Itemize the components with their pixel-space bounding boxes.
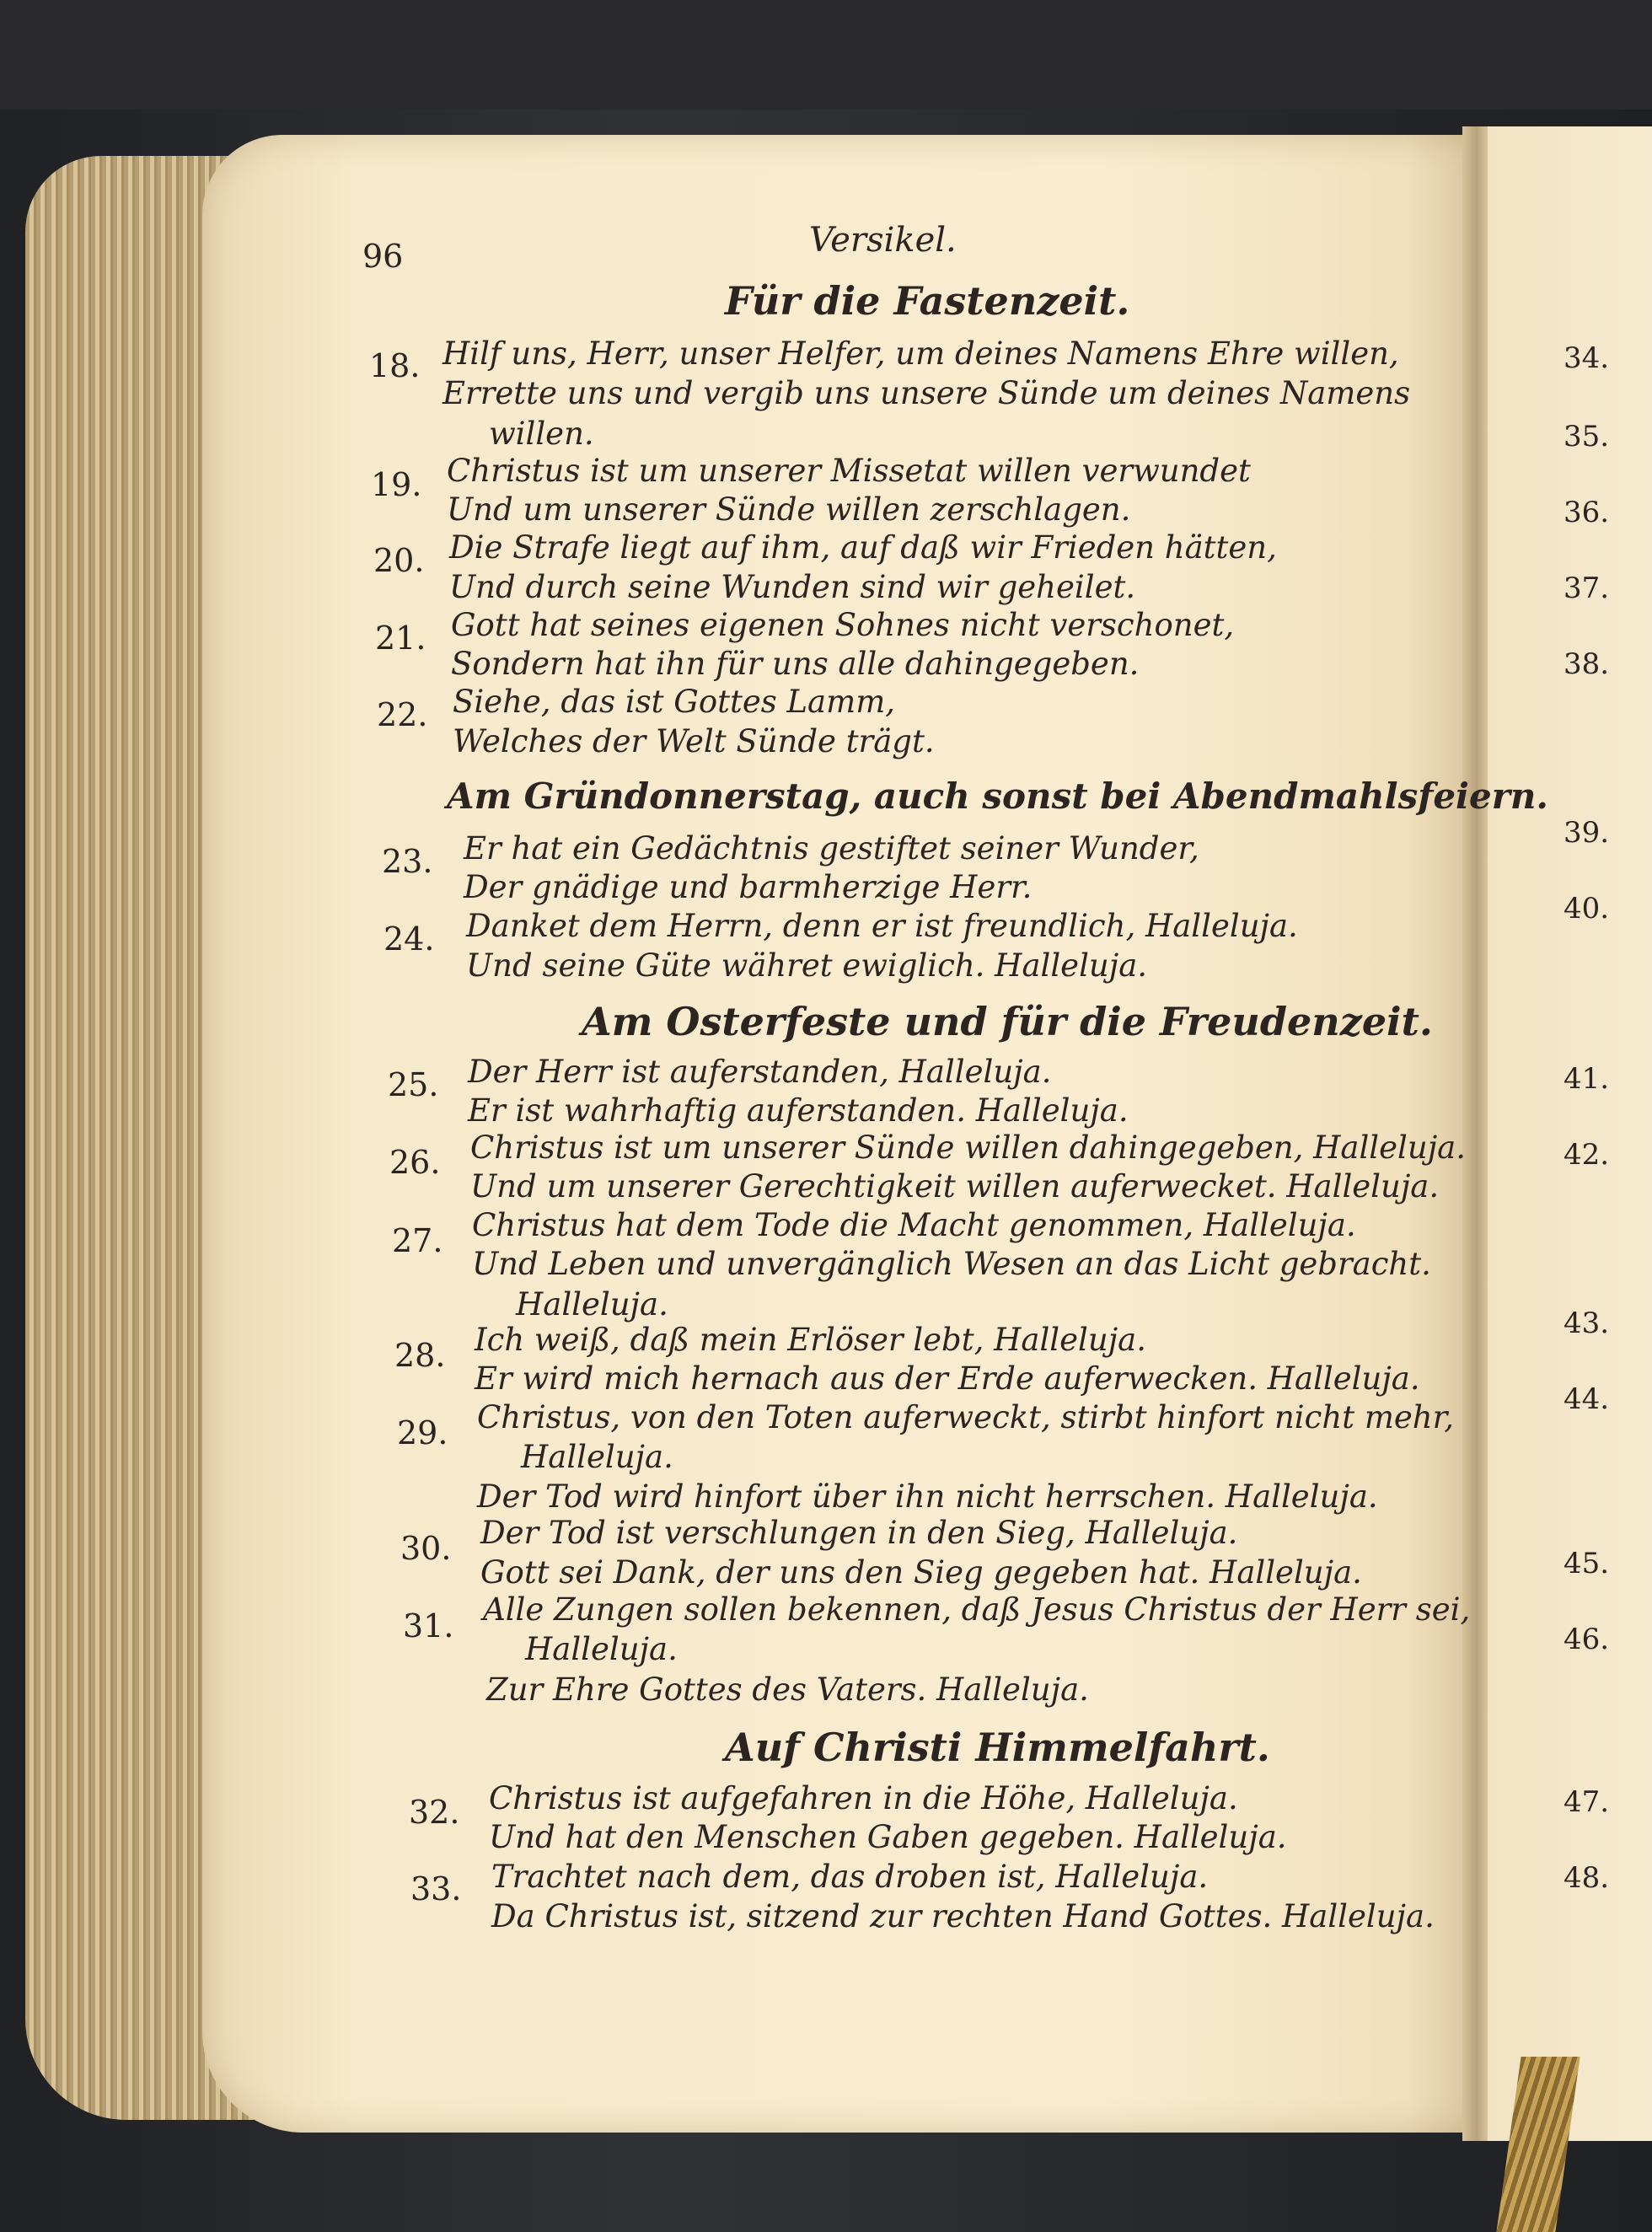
verse-line: Christus ist um unserer Missetat willen verwundet — [447, 453, 1251, 489]
right-verse-number: 37. — [1564, 571, 1610, 605]
right-verse-number: 35. — [1564, 420, 1610, 453]
verse-line: Errette uns und vergib uns unsere Sünde um deines Namens — [442, 375, 1411, 411]
verse-number: 23. — [382, 843, 433, 880]
verse-line: Alle Zungen sollen bekennen, daß Jesus Christus der Herr sei, — [483, 1591, 1471, 1628]
right-verse-number: 34. — [1564, 341, 1610, 375]
verse-line: Und um unserer Gerechtigkeit willen auferwecket. Halleluja. — [470, 1168, 1440, 1205]
verse-line: Welches der Welt Sünde trägt. — [453, 723, 935, 759]
verse-line: Sondern hat ihn für uns alle dahingegeben. — [451, 646, 1140, 682]
verse-line: Der gnädige und barmherzige Herr. — [464, 869, 1032, 905]
section-heading: Am Gründonnerstag, auch sonst bei Abendmahlsfeiern. — [447, 775, 1549, 817]
verse-line: Christus ist aufgefahren in die Höhe, Halleluja. — [489, 1780, 1238, 1816]
verse-line: Ich weiß, daß mein Erlöser lebt, Halleluja. — [475, 1322, 1146, 1358]
verse-number: 28. — [394, 1337, 446, 1374]
verse-line: Christus, von den Toten auferweckt, stirbt hinfort nicht mehr, — [477, 1399, 1455, 1435]
running-title: Versikel. — [809, 221, 957, 260]
verse-line: Er wird mich hernach aus der Erde auferwecken. Halleluja. — [475, 1360, 1420, 1397]
verse-line: Gott hat seines eigenen Sohnes nicht verschonet, — [451, 607, 1235, 643]
section-heading: Für die Fastenzeit. — [725, 278, 1130, 324]
right-verse-number: 46. — [1564, 1623, 1610, 1656]
verse-line: Da Christus ist, sitzend zur rechten Hand Gottes. Halleluja. — [491, 1898, 1435, 1934]
verse-number: 33. — [410, 1870, 462, 1907]
verse-line: Er hat ein Gedächtnis gestiftet seiner Wunder, — [464, 830, 1199, 867]
section-heading: Auf Christi Himmelfahrt. — [725, 1725, 1270, 1770]
right-verse-number: 48. — [1564, 1861, 1610, 1895]
verse-line: Danket dem Herrn, denn er ist freundlich, Halleluja. — [466, 908, 1298, 944]
right-verse-number: 45. — [1564, 1547, 1610, 1580]
verse-number: 30. — [400, 1530, 452, 1567]
right-verse-number: 39. — [1564, 816, 1610, 850]
verse-line: Er ist wahrhaftig auferstanden. Halleluja. — [468, 1092, 1129, 1129]
verse-line: Und um unserer Sünde willen zerschlagen. — [447, 491, 1131, 528]
verse-number: 19. — [371, 466, 422, 503]
verse-line: Halleluja. — [525, 1631, 678, 1667]
right-verse-number: 40. — [1564, 892, 1610, 926]
right-verse-number: 41. — [1564, 1062, 1610, 1096]
verse-number: 18. — [369, 347, 421, 384]
verse-line: Und durch seine Wunden sind wir geheilet. — [449, 569, 1136, 605]
verse-number: 21. — [375, 620, 426, 657]
verse-number: 22. — [377, 696, 428, 733]
verse-number: 25. — [388, 1066, 439, 1103]
verse-number: 26. — [389, 1144, 441, 1181]
right-verse-number: 44. — [1564, 1382, 1610, 1416]
verse-number: 32. — [409, 1794, 460, 1831]
verse-line: Die Strafe liegt auf ihm, auf daß wir Frieden hätten, — [449, 529, 1277, 566]
right-verse-number: 43. — [1564, 1306, 1610, 1340]
section-heading: Am Osterfeste und für die Freudenzeit. — [582, 999, 1433, 1044]
verse-line: Hilf uns, Herr, unser Helfer, um deines Namens Ehre willen, — [442, 335, 1399, 372]
verse-line: Zur Ehre Gottes des Vaters. Halleluja. — [486, 1671, 1089, 1708]
verse-line: Und Leben und unvergänglich Wesen an das Licht gebracht. — [472, 1246, 1431, 1282]
right-verse-number: 47. — [1564, 1785, 1610, 1819]
verse-line: Der Tod wird hinfort über ihn nicht herrschen. Halleluja. — [477, 1478, 1378, 1515]
verse-line: Siehe, das ist Gottes Lamm, — [453, 684, 896, 720]
verse-line: Der Herr ist auferstanden, Halleluja. — [468, 1054, 1052, 1090]
verse-number: 27. — [392, 1222, 443, 1259]
right-verse-number: 38. — [1564, 647, 1610, 681]
verse-number: 20. — [373, 542, 425, 579]
verse-line: Trachtet nach dem, das droben ist, Halleluja. — [491, 1859, 1209, 1895]
verse-line: Christus ist um unserer Sünde willen dahingegeben, Halleluja. — [470, 1129, 1466, 1166]
right-verse-number: 42. — [1564, 1138, 1610, 1172]
verse-line: Der Tod ist verschlungen in den Sieg, Halleluja. — [480, 1515, 1238, 1551]
verse-number: 24. — [384, 920, 435, 958]
right-verse-number: 36. — [1564, 496, 1610, 529]
verse-line: Und hat den Menschen Gaben gegeben. Halleluja. — [489, 1819, 1287, 1855]
verse-line: Halleluja. — [516, 1286, 668, 1323]
verse-number: 31. — [403, 1607, 454, 1644]
page-number: 96 — [362, 238, 404, 275]
verse-line: Gott sei Dank, der uns den Sieg gegeben hat. Halleluja. — [480, 1554, 1362, 1591]
verse-line: Und seine Güte währet ewiglich. Halleluja. — [466, 947, 1148, 984]
verse-number: 29. — [397, 1414, 448, 1451]
verse-line: Halleluja. — [521, 1439, 673, 1475]
verse-line: willen. — [489, 416, 594, 452]
verse-line: Christus hat dem Tode die Macht genommen, Halleluja. — [472, 1207, 1356, 1243]
